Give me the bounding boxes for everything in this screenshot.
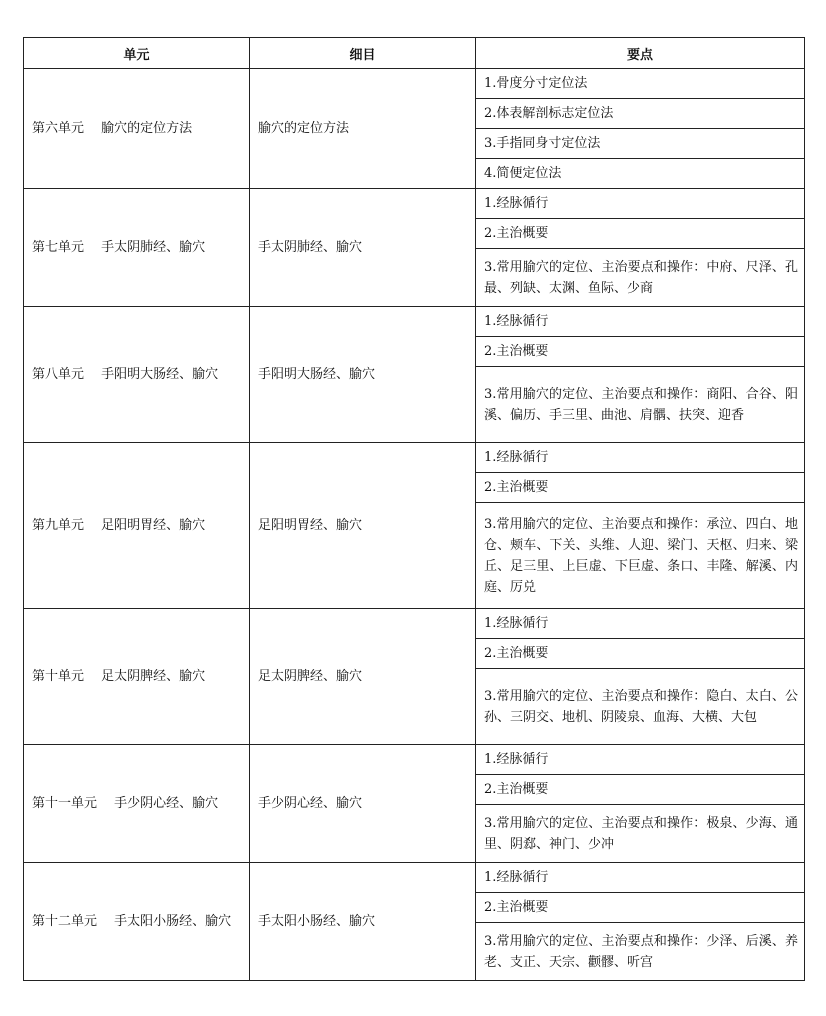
item-cell: 手太阴肺经、腧穴 [250,189,476,307]
item-cell: 手太阳小肠经、腧穴 [250,863,476,981]
item-cell: 腧穴的定位方法 [250,69,476,189]
point-cell: 2.主治概要 [476,639,805,669]
point-cell: 3.常用腧穴的定位、主治要点和操作：商阳、合谷、阳溪、偏历、手三里、曲池、肩髃、扶突、迎香 [476,367,805,443]
syllabus-table [23,37,805,981]
header-item: 细目 [250,38,476,69]
point-cell: 1.经脉循行 [476,307,805,337]
item-cell: 足阳明胃经、腧穴 [250,443,476,609]
point-cell: 3.手指同身寸定位法 [476,129,805,159]
unit-cell: 第八单元 手阳明大肠经、腧穴 [24,307,250,443]
point-cell: 2.主治概要 [476,337,805,367]
unit-cell: 第十一单元 手少阴心经、腧穴 [24,745,250,863]
item-cell: 手阳明大肠经、腧穴 [250,307,476,443]
item-cell: 足太阴脾经、腧穴 [250,609,476,745]
unit-cell: 第九单元 足阳明胃经、腧穴 [24,443,250,609]
table-header-row [24,38,805,69]
header-points: 要点 [476,38,805,69]
point-cell: 1.经脉循行 [476,443,805,473]
point-cell: 3.常用腧穴的定位、主治要点和操作：极泉、少海、通里、阴郄、神门、少冲 [476,805,805,863]
point-cell: 3.常用腧穴的定位、主治要点和操作：中府、尺泽、孔最、列缺、太渊、鱼际、少商 [476,249,805,307]
point-cell: 1.经脉循行 [476,745,805,775]
syllabus-page [23,37,804,981]
point-cell: 2.体表解剖标志定位法 [476,99,805,129]
unit-cell: 第十二单元 手太阳小肠经、腧穴 [24,863,250,981]
point-cell: 2.主治概要 [476,893,805,923]
point-cell: 1.经脉循行 [476,609,805,639]
table-row [24,69,805,99]
point-cell: 1.经脉循行 [476,189,805,219]
table-row [24,307,805,337]
unit-cell: 第十单元 足太阴脾经、腧穴 [24,609,250,745]
point-cell: 3.常用腧穴的定位、主治要点和操作：隐白、太白、公孙、三阴交、地机、阴陵泉、血海、大横、大包 [476,669,805,745]
table-row [24,745,805,775]
table-row [24,863,805,893]
point-cell: 2.主治概要 [476,775,805,805]
item-cell: 手少阴心经、腧穴 [250,745,476,863]
table-row [24,609,805,639]
unit-cell: 第六单元 腧穴的定位方法 [24,69,250,189]
table-row [24,443,805,473]
point-cell: 1.经脉循行 [476,863,805,893]
point-cell: 3.常用腧穴的定位、主治要点和操作：承泣、四白、地仓、颊车、下关、头维、人迎、梁门、天枢、归来、梁丘、足三里、上巨虚、下巨虚、条口、丰隆、解溪、内庭、厉兑 [476,503,805,609]
point-cell: 2.主治概要 [476,473,805,503]
table-row [24,189,805,219]
point-cell: 2.主治概要 [476,219,805,249]
point-cell: 4.简便定位法 [476,159,805,189]
point-cell: 3.常用腧穴的定位、主治要点和操作：少泽、后溪、养老、支正、天宗、颧髎、听宫 [476,923,805,981]
point-cell: 1.骨度分寸定位法 [476,69,805,99]
unit-cell: 第七单元 手太阴肺经、腧穴 [24,189,250,307]
header-unit: 单元 [24,38,250,69]
